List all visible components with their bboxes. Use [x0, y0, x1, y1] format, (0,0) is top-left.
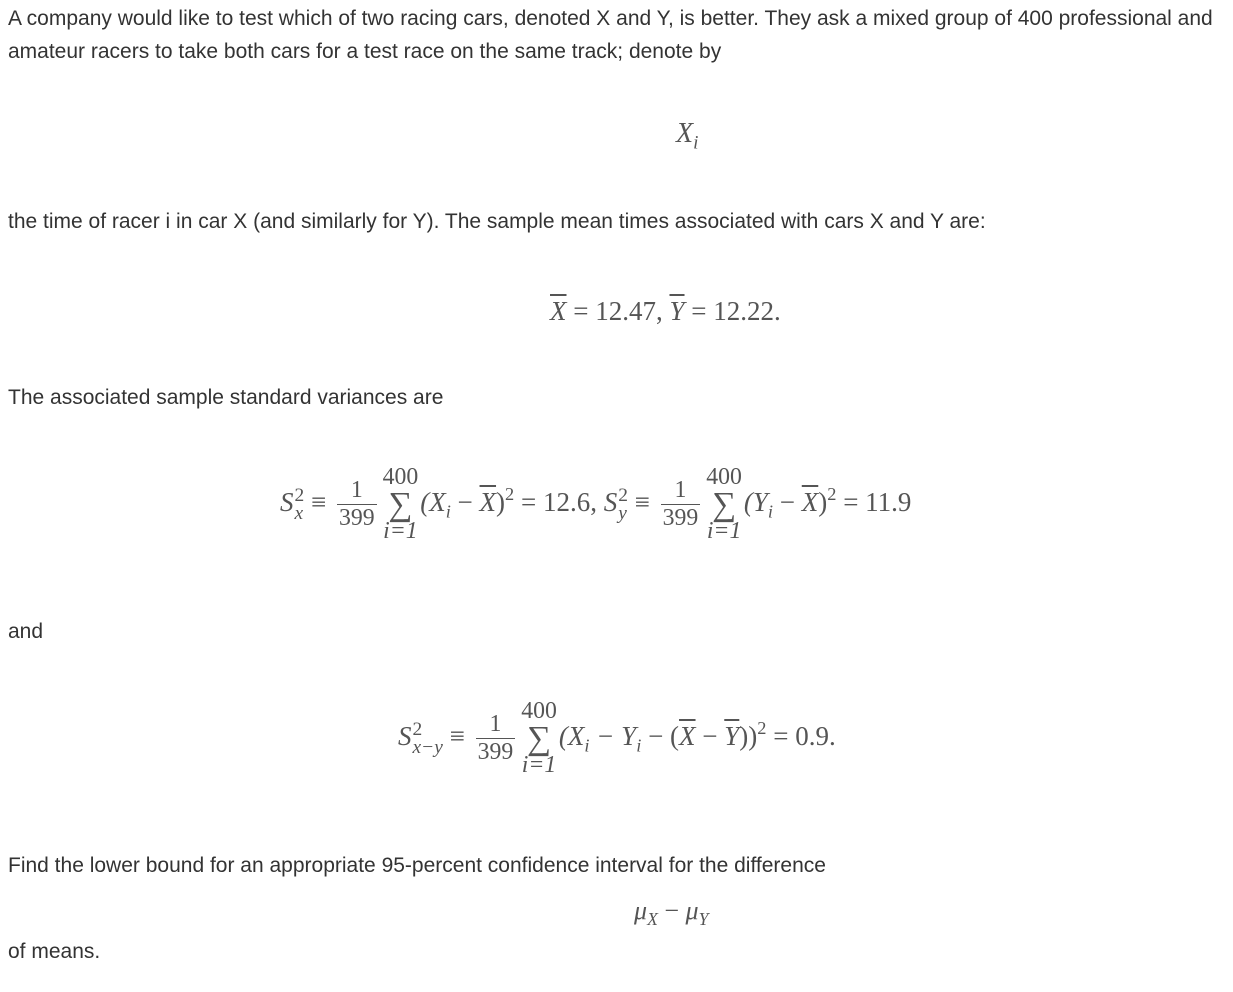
xi-subscript: i — [693, 132, 699, 154]
mu-minus: − — [657, 896, 686, 925]
xbar-symbol: $\overline{X}$ — [550, 296, 567, 326]
question-paragraph: Find the lower bound for an appropriate 95-percent confidence interval for the difference — [8, 854, 826, 877]
term2-minus: − — [773, 487, 802, 518]
and-text: and — [8, 620, 44, 643]
diff-variance-value: = 0.9. — [766, 721, 836, 752]
diff-sub-2: i — [636, 735, 642, 756]
frac-num: 1 — [337, 477, 377, 505]
time-paragraph: the time of racer i in car X (and similarly for Y). The sample mean times associated with cars X and Y are: — [8, 210, 986, 233]
sigma-symbol-2: ∑ — [712, 485, 737, 523]
sy-sub: y — [618, 502, 627, 524]
frac-num-2: 1 — [661, 477, 701, 505]
diff-ybar: $\overline{Y}$ — [724, 721, 740, 752]
intro-paragraph: A company would like to test which of two racing cars, denoted X and Y, is better. They ask a mixed group of 400 professional and amateur racers to take both cars for a test race on the same track; denote by — [8, 7, 1213, 63]
closing-text: of means. — [8, 940, 101, 963]
frac-num-3: 1 — [476, 711, 516, 739]
sxy-sub: x−y — [412, 736, 443, 758]
xi-formula — [676, 118, 698, 155]
frac-den-3: 399 — [477, 739, 514, 766]
diff-xbar: $\overline{X}$ — [679, 721, 696, 752]
sum-bottom: i=1 — [383, 518, 418, 545]
sigma-symbol-3: ∑ — [527, 719, 552, 757]
term1-close: ) — [496, 487, 506, 518]
variance-x-value: = 12.6, — [514, 487, 604, 518]
term1-minus: − — [450, 487, 480, 518]
mu-x: μ — [634, 896, 648, 925]
ybar-symbol: $\overline{Y}$ — [669, 296, 685, 326]
sum-top-3: 400 — [521, 698, 557, 724]
diff-variance-formula — [398, 700, 836, 778]
diff-close: )) — [739, 721, 758, 752]
sy-base: S — [603, 487, 618, 518]
equiv-symbol-3: ≡ — [449, 721, 465, 752]
mu-difference-formula — [634, 896, 708, 930]
frac-den-2: 399 — [662, 505, 699, 532]
summation-2 — [706, 466, 742, 544]
term2-xbar: $\overline{X}$ — [801, 487, 819, 518]
term1-open: (X — [420, 487, 446, 518]
variance-paragraph: The associated sample standard variances are — [8, 386, 444, 409]
sigma-symbol: ∑ — [388, 485, 413, 523]
equiv-symbol-2: ≡ — [634, 487, 650, 518]
equiv-symbol: ≡ — [310, 487, 327, 518]
summation-1 — [383, 466, 419, 544]
term2-close: ) — [818, 487, 828, 518]
sum-top-2: 400 — [706, 464, 742, 490]
term1-xbar: $\overline{X}$ — [479, 487, 497, 518]
variance-y-value: = 11.9 — [836, 487, 912, 518]
sum-top: 400 — [382, 464, 419, 490]
summation-3 — [521, 700, 557, 778]
ybar-value: = 12.22. — [691, 296, 781, 326]
means-formula — [550, 296, 781, 327]
mu-x-sub: X — [647, 909, 658, 930]
term2-square: 2 — [827, 484, 837, 505]
diff-open: (X — [558, 721, 585, 752]
sum-bottom-2: i=1 — [706, 518, 742, 545]
variances-formula — [280, 466, 911, 544]
diff-minus-3: − — [695, 721, 725, 752]
fraction-2 — [661, 477, 701, 533]
sx-sup: 2 — [294, 484, 305, 506]
sum-bottom-3: i=1 — [521, 752, 557, 779]
diff-sub-1: i — [584, 735, 590, 756]
fraction-3 — [476, 711, 516, 767]
diff-square: 2 — [757, 718, 767, 739]
frac-den: 399 — [338, 505, 375, 532]
sxy-base: S — [398, 721, 412, 752]
mu-y-sub: Y — [698, 909, 709, 930]
diff-minus-y: − Y — [589, 721, 637, 752]
xbar-value: = 12.47, — [573, 296, 663, 326]
term1-square: 2 — [505, 484, 515, 505]
sxy-sup: 2 — [412, 718, 423, 740]
sx-base: S — [280, 487, 294, 518]
xi-base: X — [676, 118, 694, 149]
diff-minus-open: − ( — [641, 721, 680, 752]
mu-y: μ — [685, 896, 699, 925]
sy-sup: 2 — [618, 484, 628, 506]
sx-sub: x — [294, 502, 304, 524]
term2-open: (Y — [743, 487, 768, 518]
fraction-1 — [337, 477, 377, 533]
term1-sub: i — [445, 501, 451, 522]
term2-sub: i — [767, 501, 774, 522]
